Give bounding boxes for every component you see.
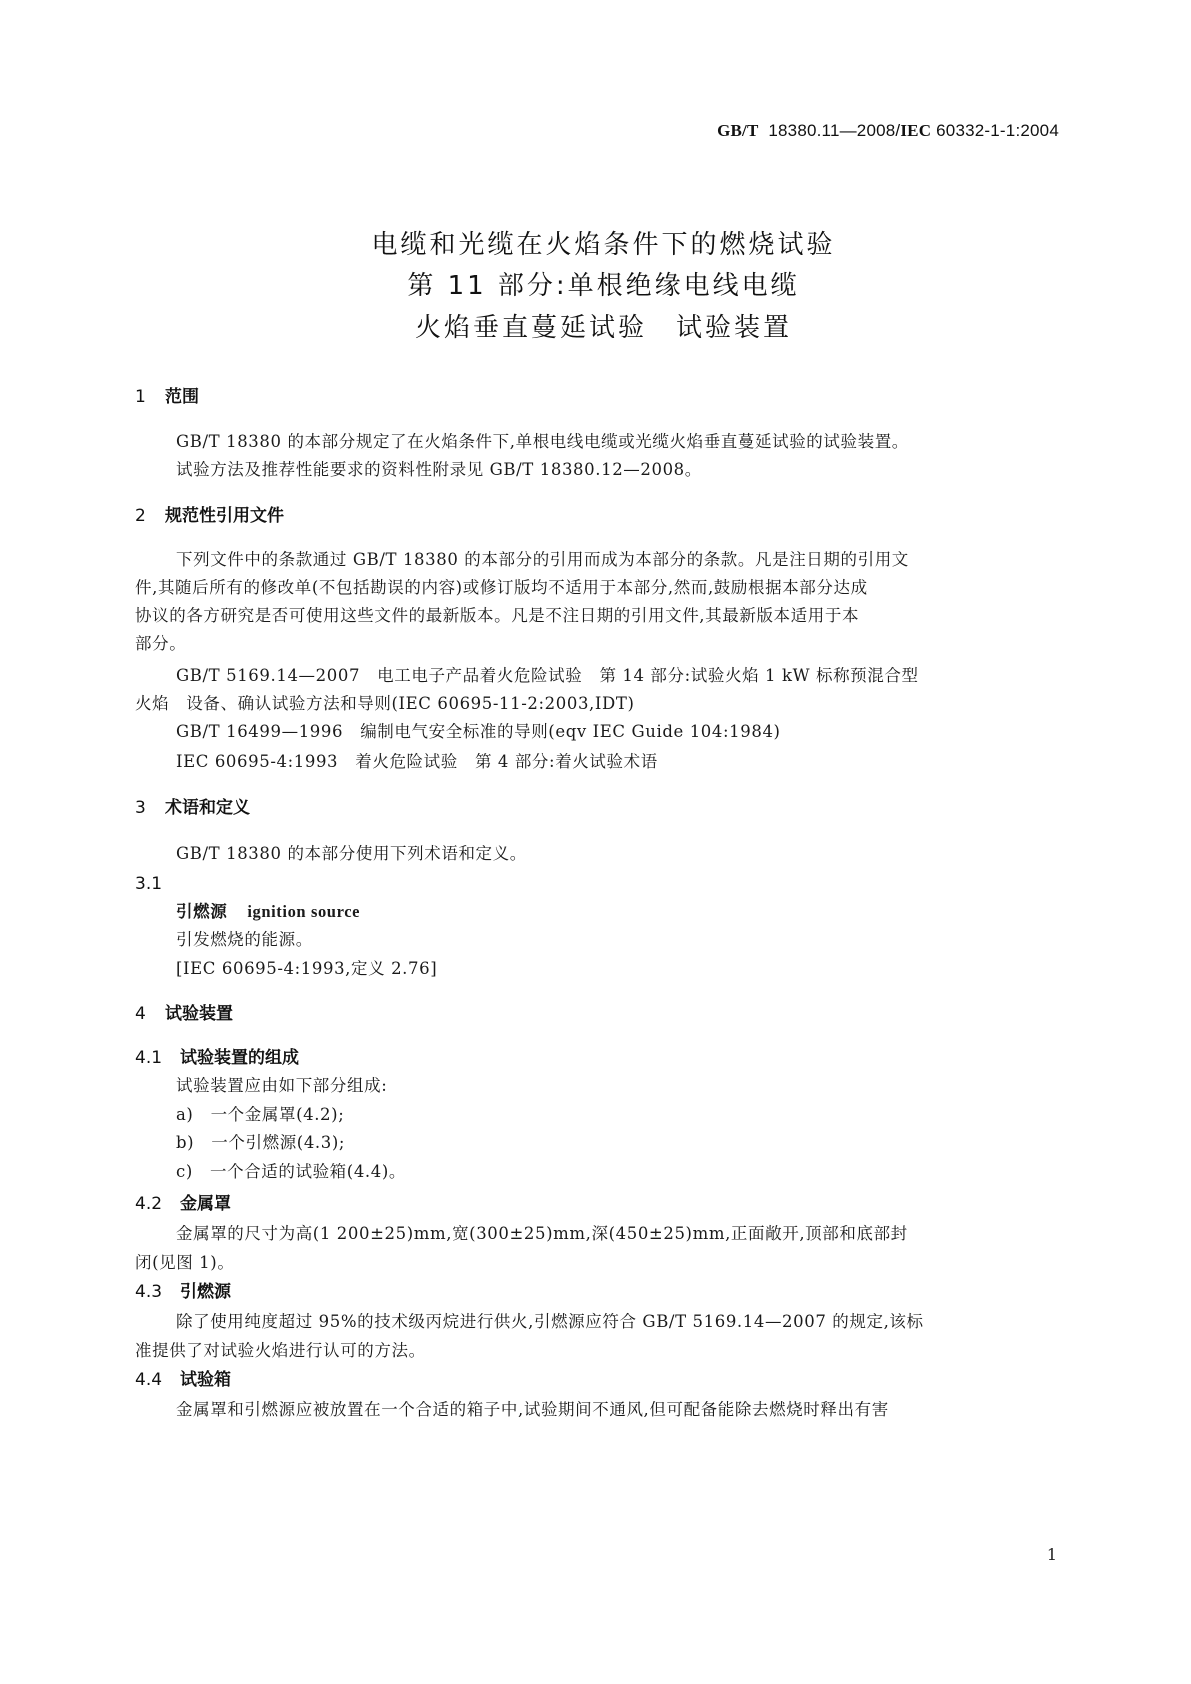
section-1-paragraph-1: GB/T 18380 的本部分规定了在火焰条件下,单根电线电缆或光缆火焰垂直蔓延试验的试验装置。	[176, 432, 909, 451]
section-4-2-heading: 4.2 金属罩	[135, 1194, 231, 1214]
section-1-paragraph-2: 试验方法及推荐性能要求的资料性附录见 GB/T 18380.12—2008。	[176, 460, 702, 479]
list-item-c: c) 一个合适的试验箱(4.4)。	[176, 1162, 406, 1181]
term-chinese: 引燃源	[176, 902, 228, 921]
std-number: 18380.11—2008/	[768, 121, 901, 140]
subsection-3-1-number: 3.1	[135, 874, 163, 894]
std-prefix: GB/T	[717, 121, 759, 140]
reference-1-line-2: 火焰 设备、确认试验方法和导则(IEC 60695-11-2:2003,IDT)	[135, 694, 635, 713]
section-4-3-line-1: 除了使用纯度超过 95%的技术级丙烷进行供火,引燃源应符合 GB/T 5169.14—2007 的规定,该标	[176, 1312, 924, 1331]
section-1-heading: 1 范围	[135, 387, 199, 407]
section-2-paragraph-line-2: 件,其随后所有的修改单(不包括勘误的内容)或修订版均不适用于本部分,然而,鼓励根据本部分达成	[135, 578, 868, 597]
title-line-1: 电缆和光缆在火焰条件下的燃烧试验	[371, 230, 836, 260]
reference-1-line-1: GB/T 5169.14—2007 电工电子产品着火危险试验 第 14 部分:试验火焰 1 kW 标称预混合型	[176, 666, 919, 685]
list-item-a: a) 一个金属罩(4.2);	[176, 1105, 345, 1124]
section-4-3-line-2: 准提供了对试验火焰进行认可的方法。	[135, 1341, 426, 1360]
term-source: [IEC 60695-4:1993,定义 2.76]	[176, 959, 438, 978]
term-entry	[176, 904, 1056, 921]
section-4-1-intro: 试验装置应由如下部分组成:	[176, 1076, 388, 1095]
section-3-heading: 3 术语和定义	[135, 798, 250, 818]
section-4-4-line-1: 金属罩和引燃源应被放置在一个合适的箱子中,试验期间不通风,但可配备能除去燃烧时释出有害	[176, 1400, 889, 1419]
term-definition: 引发燃烧的能源。	[176, 930, 313, 949]
section-4-heading: 4 试验装置	[135, 1004, 233, 1024]
section-2-paragraph-line-4: 部分。	[135, 634, 187, 653]
term-english: ignition source	[247, 902, 361, 921]
section-4-3-heading: 4.3 引燃源	[135, 1282, 231, 1302]
title-line-2: 第 11 部分:单根绝缘电线电缆	[407, 271, 800, 301]
section-2-heading: 2 规范性引用文件	[135, 506, 284, 526]
page-number: 1	[1046, 1545, 1057, 1564]
section-4-4-heading: 4.4 试验箱	[135, 1370, 231, 1390]
reference-2: GB/T 16499—1996 编制电气安全标准的导则(eqv IEC Guide 104:1984)	[176, 722, 781, 741]
section-4-2-line-2: 闭(见图 1)。	[135, 1253, 235, 1272]
section-2-paragraph-line-3: 协议的各方研究是否可使用这些文件的最新版本。凡是不注日期的引用文件,其最新版本适用于本	[135, 606, 860, 625]
reference-3: IEC 60695-4:1993 着火危险试验 第 4 部分:着火试验术语	[176, 752, 658, 771]
section-4-2-line-1: 金属罩的尺寸为高(1 200±25)mm,宽(300±25)mm,深(450±25)mm,正面敞开,顶部和底部封	[176, 1224, 908, 1243]
section-2-paragraph-line-1: 下列文件中的条款通过 GB/T 18380 的本部分的引用而成为本部分的条款。凡是注日期的引用文	[176, 550, 909, 569]
title-line-3: 火焰垂直蔓延试验 试验装置	[414, 313, 792, 343]
section-4-1-heading: 4.1 试验装置的组成	[135, 1048, 299, 1068]
iec-number: 60332-1-1:2004	[936, 121, 1059, 140]
list-item-b: b) 一个引燃源(4.3);	[176, 1133, 346, 1152]
iec-prefix: IEC	[900, 121, 932, 140]
standard-code-header	[717, 121, 1059, 141]
section-3-paragraph: GB/T 18380 的本部分使用下列术语和定义。	[176, 844, 527, 863]
